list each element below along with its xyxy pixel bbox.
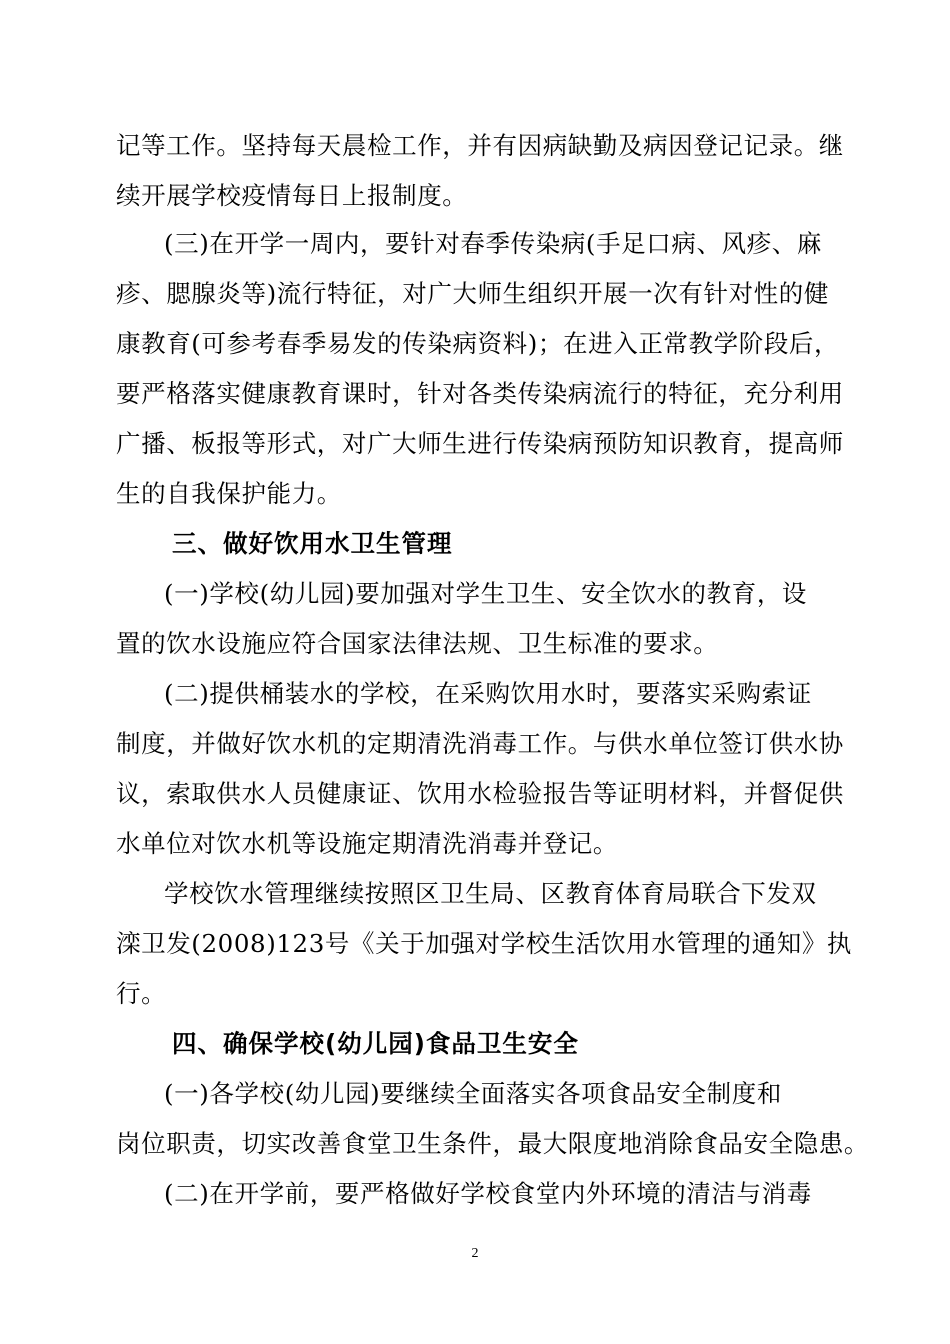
- body-text-line: 续开展学校疫情每日上报制度。: [116, 181, 468, 210]
- body-text-line: 康教育(可参考春季易发的传染病资料)；在进入正常教学阶段后，: [116, 329, 840, 358]
- body-text-line: (一)学校(幼儿园)要加强对学生卫生、安全饮水的教育，设: [164, 579, 808, 608]
- body-text-line: 议，索取供水人员健康证、饮用水检验报告等证明材料，并督促供: [116, 779, 844, 808]
- body-text-line: 滦卫发(2008)123号《关于加强对学校生活饮用水管理的通知》执: [116, 929, 853, 958]
- body-text-line: (三)在开学一周内，要针对春季传染病(手足口病、风疹、麻: [164, 229, 822, 258]
- body-text-line: (一)各学校(幼儿园)要继续全面落实各项食品安全制度和: [164, 1079, 782, 1108]
- section-heading: 四、确保学校(幼儿园)食品卫生安全: [172, 1029, 579, 1058]
- body-text-line: 水单位对饮水机等设施定期清洗消毒并登记。: [116, 829, 618, 858]
- body-text-line: 学校饮水管理继续按照区卫生局、区教育体育局联合下发双: [164, 879, 817, 908]
- body-text-line: 广播、板报等形式，对广大师生进行传染病预防知识教育，提高师: [116, 429, 844, 458]
- body-text-line: 记等工作。坚持每天晨检工作，并有因病缺勤及病因登记记录。继: [116, 131, 844, 160]
- section-heading: 三、做好饮用水卫生管理: [172, 529, 453, 558]
- body-text-line: 制度，并做好饮水机的定期清洗消毒工作。与供水单位签订供水协: [116, 729, 844, 758]
- body-text-line: 置的饮水设施应符合国家法律法规、卫生标准的要求。: [116, 629, 719, 658]
- body-text-line: 疹、腮腺炎等)流行特征，对广大师生组织开展一次有针对性的健: [116, 279, 829, 308]
- body-text-line: 要严格落实健康教育课时，针对各类传染病流行的特征，充分利用: [116, 379, 844, 408]
- body-text-line: 生的自我保护能力。: [116, 479, 342, 508]
- body-text-line: 行。: [116, 979, 167, 1008]
- body-text-line: (二)在开学前，要严格做好学校食堂内外环境的清洁与消毒: [164, 1179, 812, 1208]
- body-text-line: 岗位职责，切实改善食堂卫生条件，最大限度地消除食品安全隐患。: [116, 1129, 869, 1158]
- body-text-line: (二)提供桶装水的学校，在采购饮用水时，要落实采购索证: [164, 679, 812, 708]
- page-number: 2: [471, 1246, 479, 1261]
